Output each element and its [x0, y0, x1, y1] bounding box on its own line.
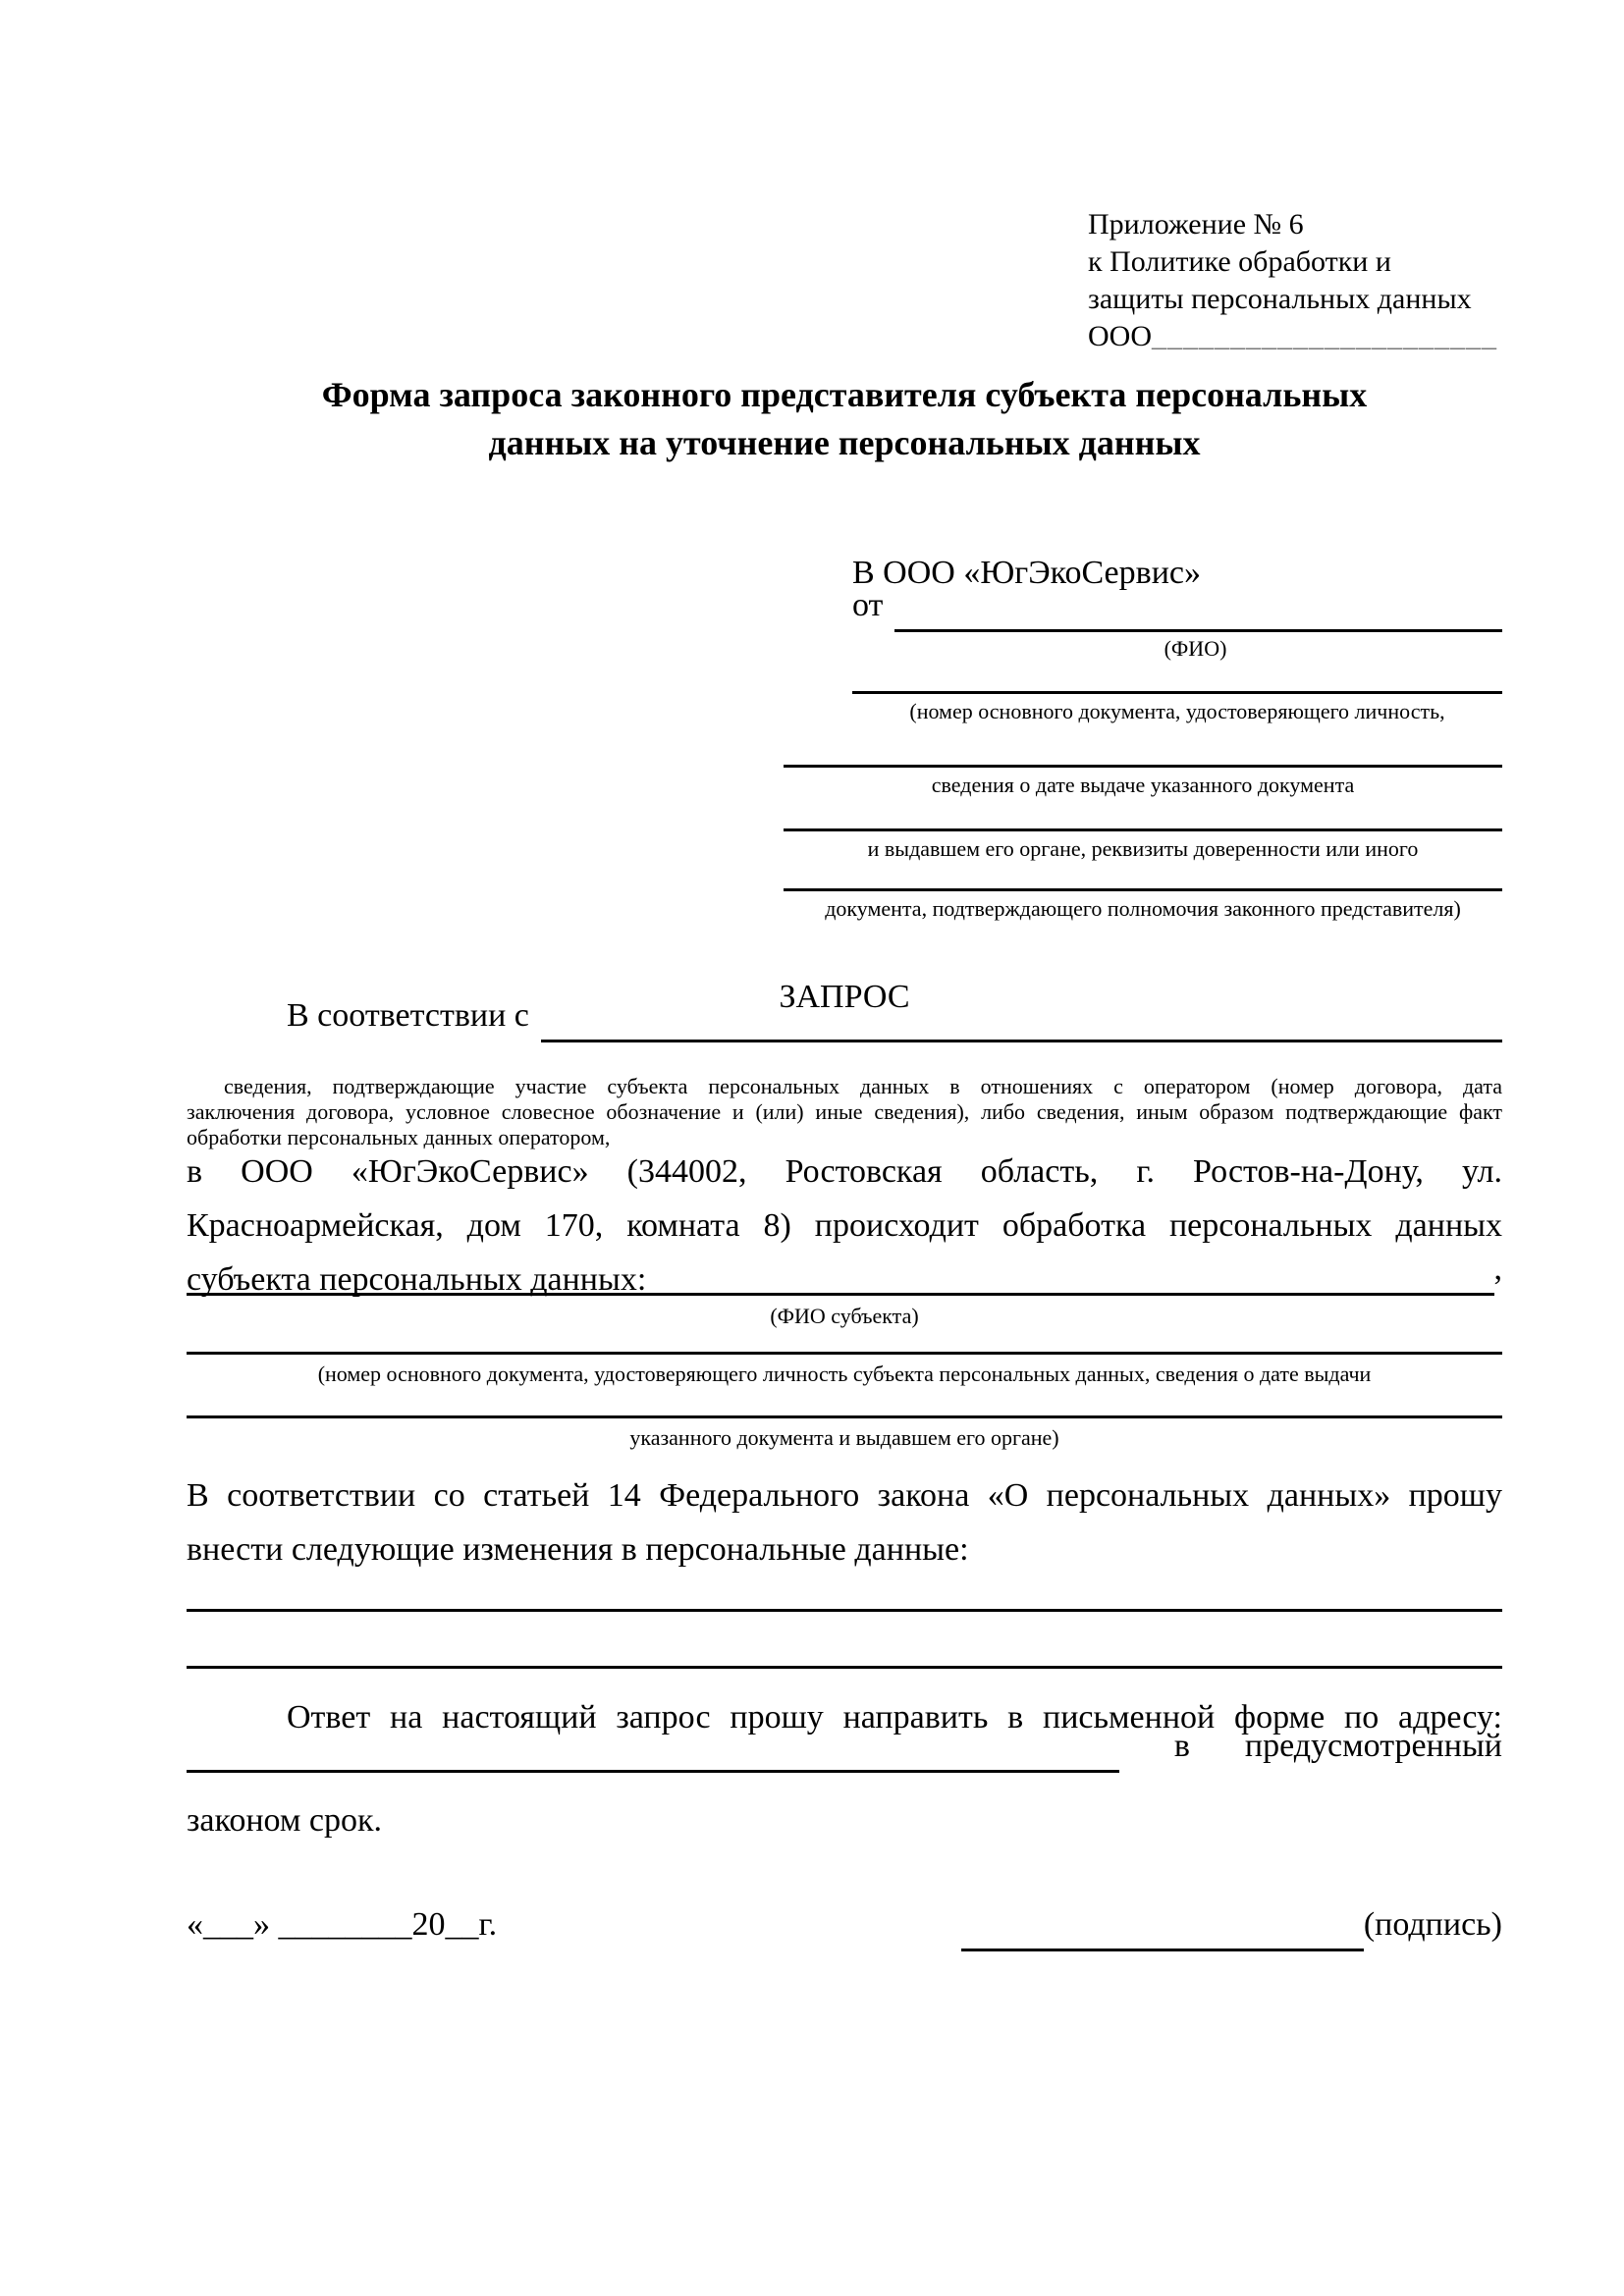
recipient-line: В ООО «ЮгЭкоСервис»: [852, 555, 1201, 591]
rep-field-caption-3: и выдавшем его органе, реквизиты доверенности или иного: [867, 836, 1419, 861]
company-prefix: ООО: [1088, 320, 1152, 352]
changes-paragraph-line-2: внести следующие изменения в персональные данные:: [187, 1531, 969, 1568]
address-field: [187, 1728, 1502, 1773]
request-heading: ЗАПРОС: [779, 979, 910, 1015]
accordance-note-line-3: обработки персональных данных оператором,: [187, 1125, 611, 1149]
annex-block: [1088, 206, 1497, 355]
accordance-note: [187, 1074, 1502, 1150]
rep-field-caption-1: (номер основного документа, удостоверяющего личность,: [909, 699, 1445, 723]
subject-fio-blank-line: [187, 1293, 1494, 1296]
subject-fio-caption: (ФИО субъекта): [770, 1304, 919, 1328]
accordance-note-line-2: заключения договора, условное словесное обозначение и (или) иные сведения), либо сведения, иным образом подтверждающие факт: [187, 1099, 1502, 1124]
changes-blank-line-1: [187, 1609, 1502, 1612]
subject-fio-comma: ,: [1493, 1251, 1502, 1287]
company-blank-line: ______________________: [1152, 320, 1497, 352]
from-label: от: [852, 587, 884, 623]
changes-paragraph-line-1: В соответствии со статьей 14 Федерального закона «О персональных данных» прошу: [187, 1477, 1502, 1514]
rep-field-line-4: [784, 888, 1502, 891]
rep-field-line-3: [784, 828, 1502, 831]
address-blank-line: [187, 1770, 1119, 1773]
changes-paragraph: [187, 1468, 1502, 1576]
rep-field-line-1: [852, 691, 1502, 694]
subject-doc-line-2: [187, 1415, 1502, 1418]
form-title: [187, 371, 1502, 467]
annex-line-3: защиты персональных данных: [1088, 283, 1472, 315]
operator-paragraph-line-1: в ООО «ЮгЭкоСервис» (344002, Ростовская область, г. Ростов-на-Дону, ул.: [187, 1153, 1502, 1190]
form-title-line-2: данных на уточнение персональных данных: [488, 423, 1201, 462]
reply-word-in: в: [1173, 1728, 1190, 1764]
subject-fio-field: [187, 1253, 1502, 1296]
reply-word-due: предусмотренный: [1244, 1728, 1502, 1764]
rep-field-line-2: [784, 765, 1502, 768]
from-blank-line: [894, 629, 1502, 632]
reply-paragraph-end: законом срок.: [187, 1802, 382, 1839]
rep-field-caption-4: документа, подтверждающего полномочия законного представителя): [825, 896, 1461, 921]
from-field: [852, 587, 1502, 632]
accordance-note-line-1: сведения, подтверждающие участие субъекта персональных данных в отношениях с оператором (номер договора, дата: [224, 1074, 1502, 1098]
annex-line-2: к Политике обработки и: [1088, 245, 1391, 278]
form-title-line-1: Форма запроса законного представителя субъекта персональных: [321, 375, 1368, 414]
subject-doc-caption-1: (номер основного документа, удостоверяющего личность субъекта персональных данных, сведения о дате выдачи: [317, 1362, 1372, 1386]
date-field: «___» ________20__г.: [187, 1906, 498, 1943]
operator-paragraph-line-3: субъекта персональных данных:: [187, 1261, 647, 1298]
subject-doc-line-1: [187, 1352, 1502, 1355]
reply-paragraph: Ответ на настоящий запрос прошу направить в письменной форме по адресу:: [287, 1699, 1502, 1735]
rep-field-caption-2: сведения о дате выдаче указанного документа: [931, 773, 1355, 797]
annex-line-1: Приложение № 6: [1088, 208, 1304, 240]
changes-blank-line-2: [187, 1666, 1502, 1669]
subject-doc-caption-2: указанного документа и выдавшем его органе): [629, 1425, 1059, 1450]
annex-company-line: [1088, 318, 1497, 355]
signature-caption: (подпись): [1363, 1906, 1502, 1943]
operator-paragraph-line-2: Красноармейская, дом 170, комната 8) происходит обработка персональных данных: [187, 1207, 1502, 1244]
accordance-field: [187, 997, 1502, 1042]
footer-row: [187, 1904, 1502, 1951]
accordance-label: В соответствии с: [287, 997, 529, 1034]
accordance-blank-line: [541, 1040, 1502, 1042]
signature-blank-line: [961, 1949, 1364, 1951]
fio-caption: (ФИО): [1164, 636, 1227, 661]
